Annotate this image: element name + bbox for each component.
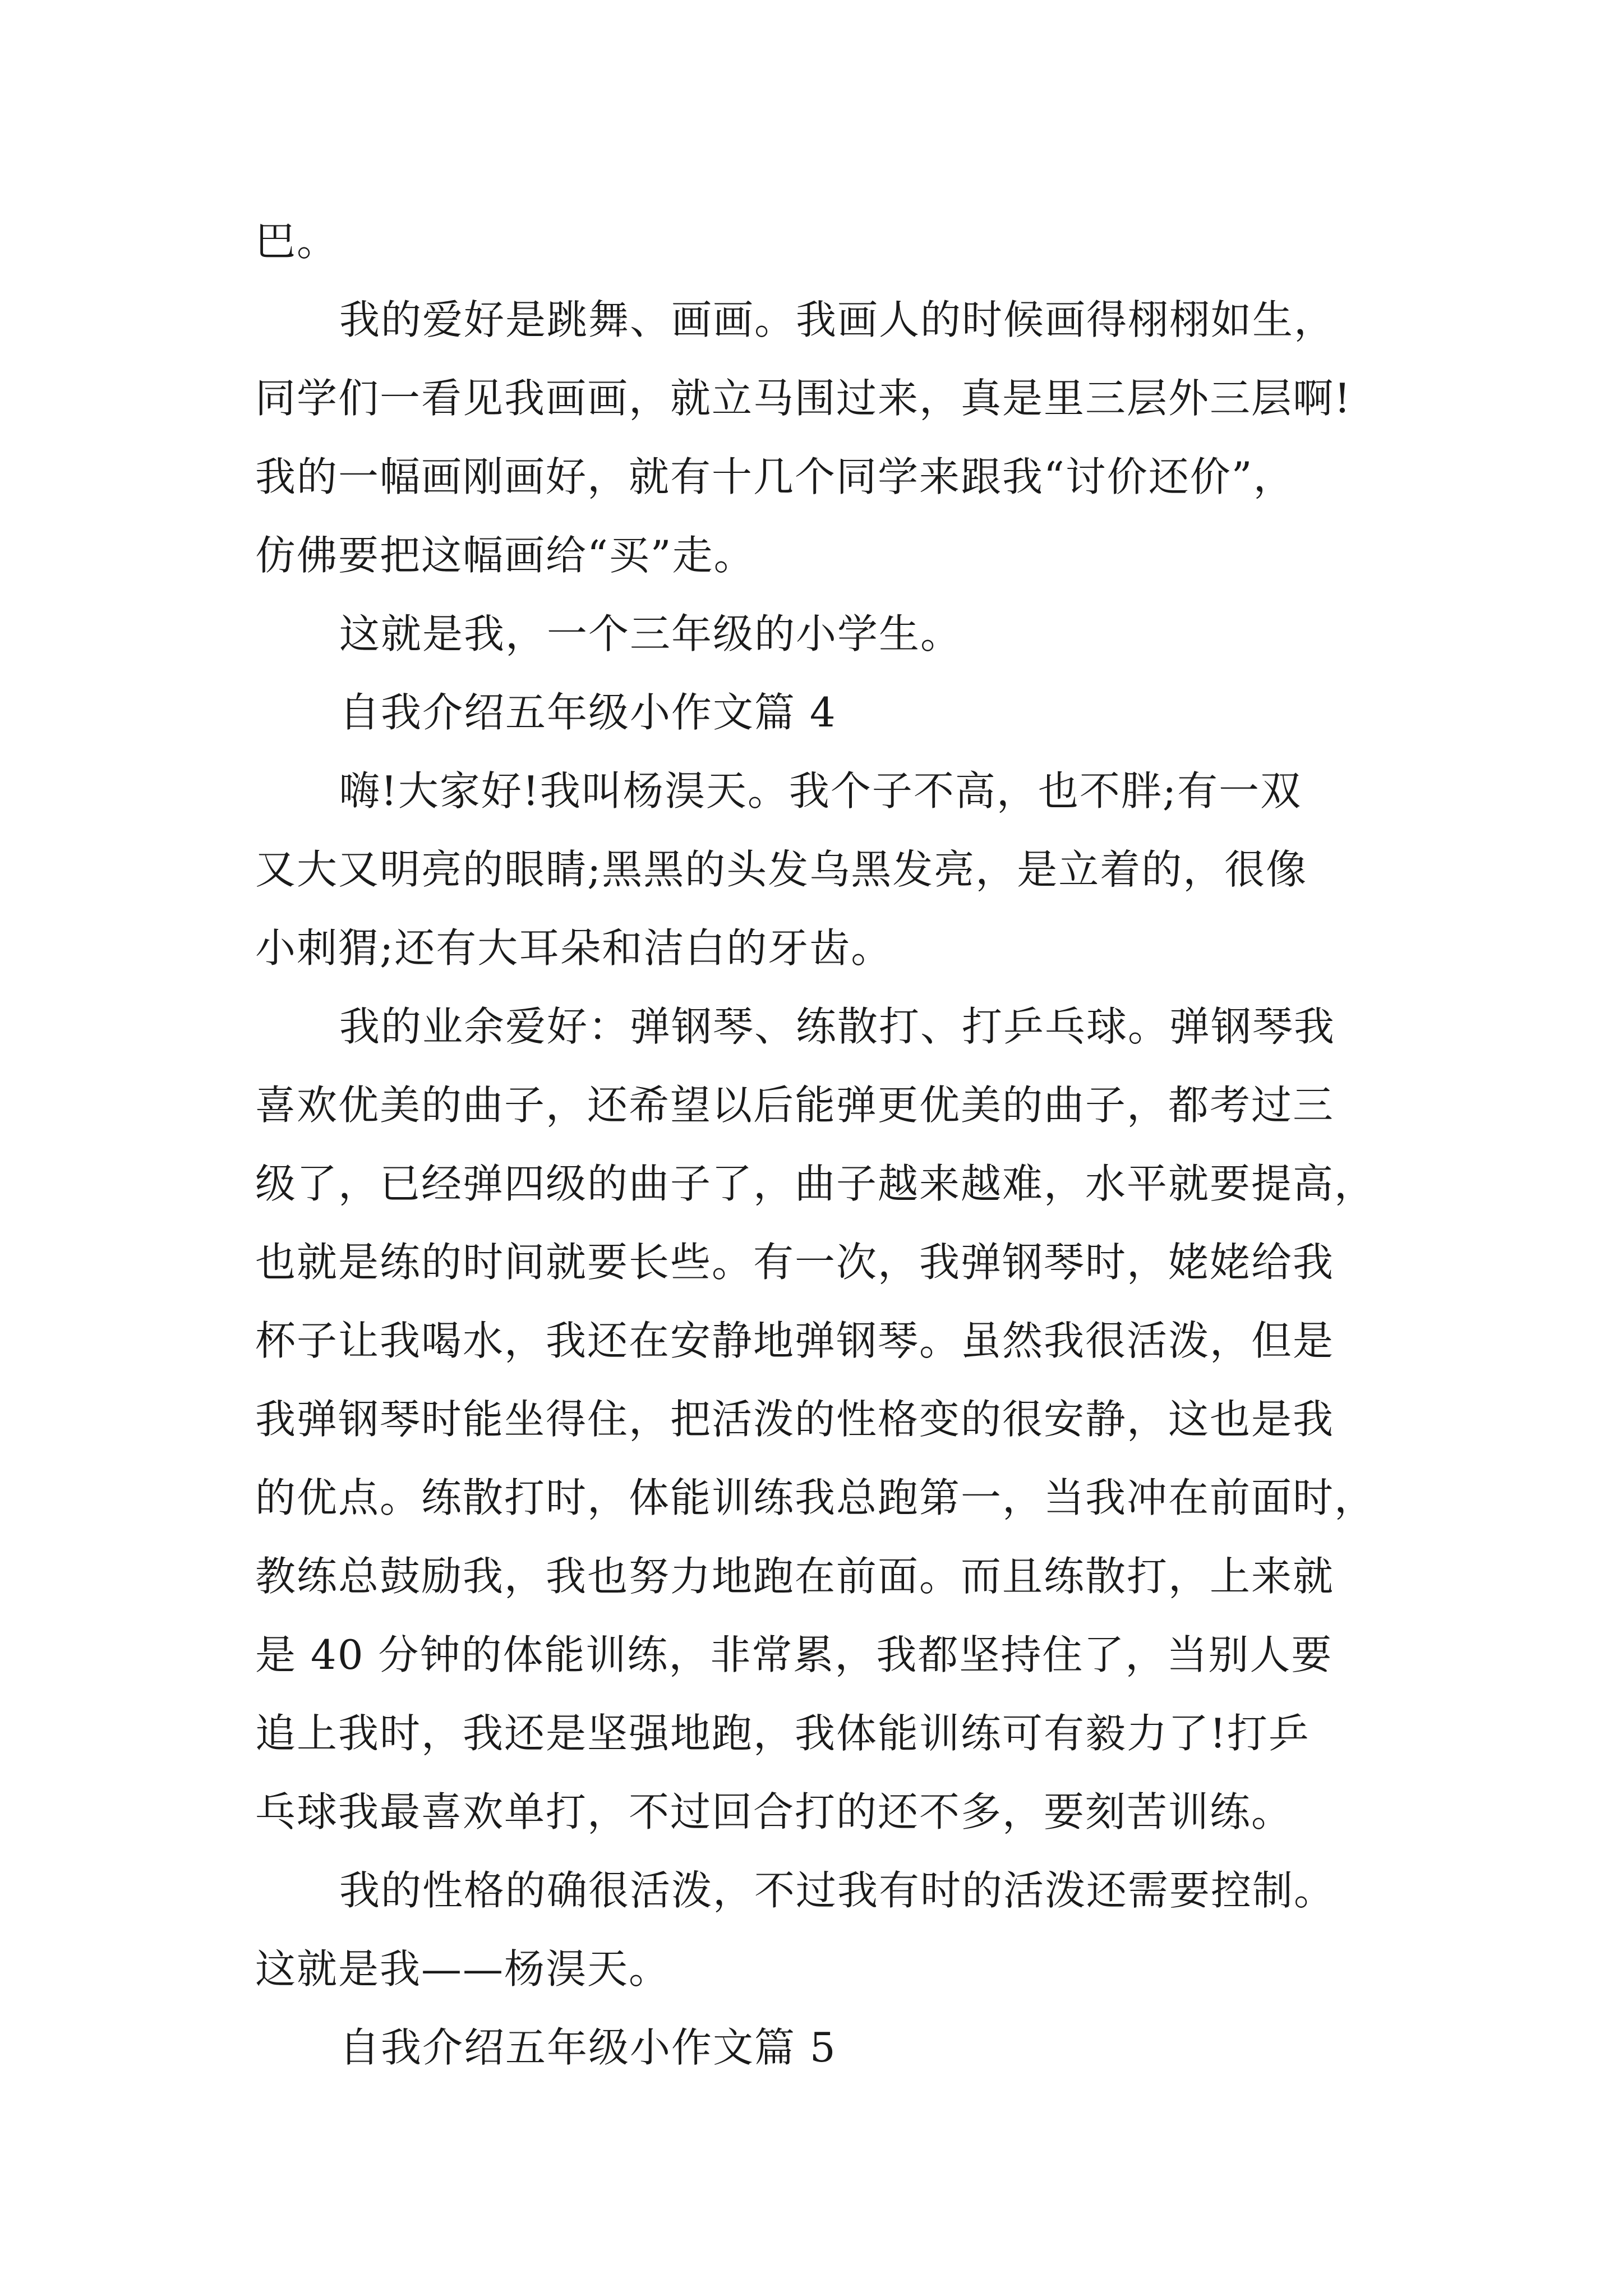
text-line: 教练总鼓励我，我也努力地跑在前面。而且练散打，上来就 bbox=[255, 1553, 1335, 1600]
text-line: 同学们一看见我画画，就立马围过来，真是里三层外三层啊! bbox=[255, 375, 1352, 422]
text-line: 这就是我——杨淏天。 bbox=[255, 1945, 671, 1993]
text-line: 仿佛要把这幅画给“买”走。 bbox=[255, 532, 755, 579]
text-line: 我弹钢琴时能坐得住，把活泼的性格变的很安静，这也是我 bbox=[255, 1396, 1335, 1443]
text-line: 又大又明亮的眼睛;黑黑的头发乌黑发亮，是立着的，很像 bbox=[255, 846, 1308, 893]
text-line: 的优点。练散打时，体能训练我总跑第一，当我冲在前面时， bbox=[255, 1474, 1376, 1521]
paragraph-line: 我的性格的确很活泼，不过我有时的活泼还需要控制。 bbox=[339, 1867, 1336, 1914]
text-line: 是 40 分钟的体能训练，非常累，我都坚持住了，当别人要 bbox=[255, 1631, 1333, 1678]
paragraph-line: 嗨!大家好!我叫杨淏天。我个子不高，也不胖;有一双 bbox=[339, 767, 1302, 815]
text-line: 巴。 bbox=[255, 218, 339, 265]
text-line: 我的一幅画刚画好，就有十几个同学来跟我“讨价还价”， bbox=[255, 453, 1295, 500]
section-heading: 自我介绍五年级小作文篇 5 bbox=[339, 2024, 837, 2071]
text-line: 小刺猬;还有大耳朵和洁白的牙齿。 bbox=[255, 924, 893, 972]
paragraph-line: 这就是我，一个三年级的小学生。 bbox=[339, 610, 962, 657]
text-line: 乓球我最喜欢单打，不过回合打的还不多，要刻苦训练。 bbox=[255, 1788, 1293, 1835]
text-line: 也就是练的时间就要长些。有一次，我弹钢琴时，姥姥给我 bbox=[255, 1239, 1335, 1286]
text-line: 杯子让我喝水，我还在安静地弹钢琴。虽然我很活泼，但是 bbox=[255, 1317, 1335, 1364]
text-line: 追上我时，我还是坚强地跑，我体能训练可有毅力了!打乒 bbox=[255, 1710, 1310, 1757]
text-line: 喜欢优美的曲子，还希望以后能弹更优美的曲子，都考过三 bbox=[255, 1082, 1335, 1129]
paragraph-line: 我的爱好是跳舞、画画。我画人的时候画得栩栩如生， bbox=[339, 296, 1336, 343]
paragraph-line: 我的业余爱好：弹钢琴、练散打、打乒乓球。弹钢琴我 bbox=[339, 1003, 1336, 1050]
text-line: 级了，已经弹四级的曲子了，曲子越来越难，水平就要提高， bbox=[255, 1160, 1376, 1207]
section-heading: 自我介绍五年级小作文篇 4 bbox=[339, 689, 837, 736]
